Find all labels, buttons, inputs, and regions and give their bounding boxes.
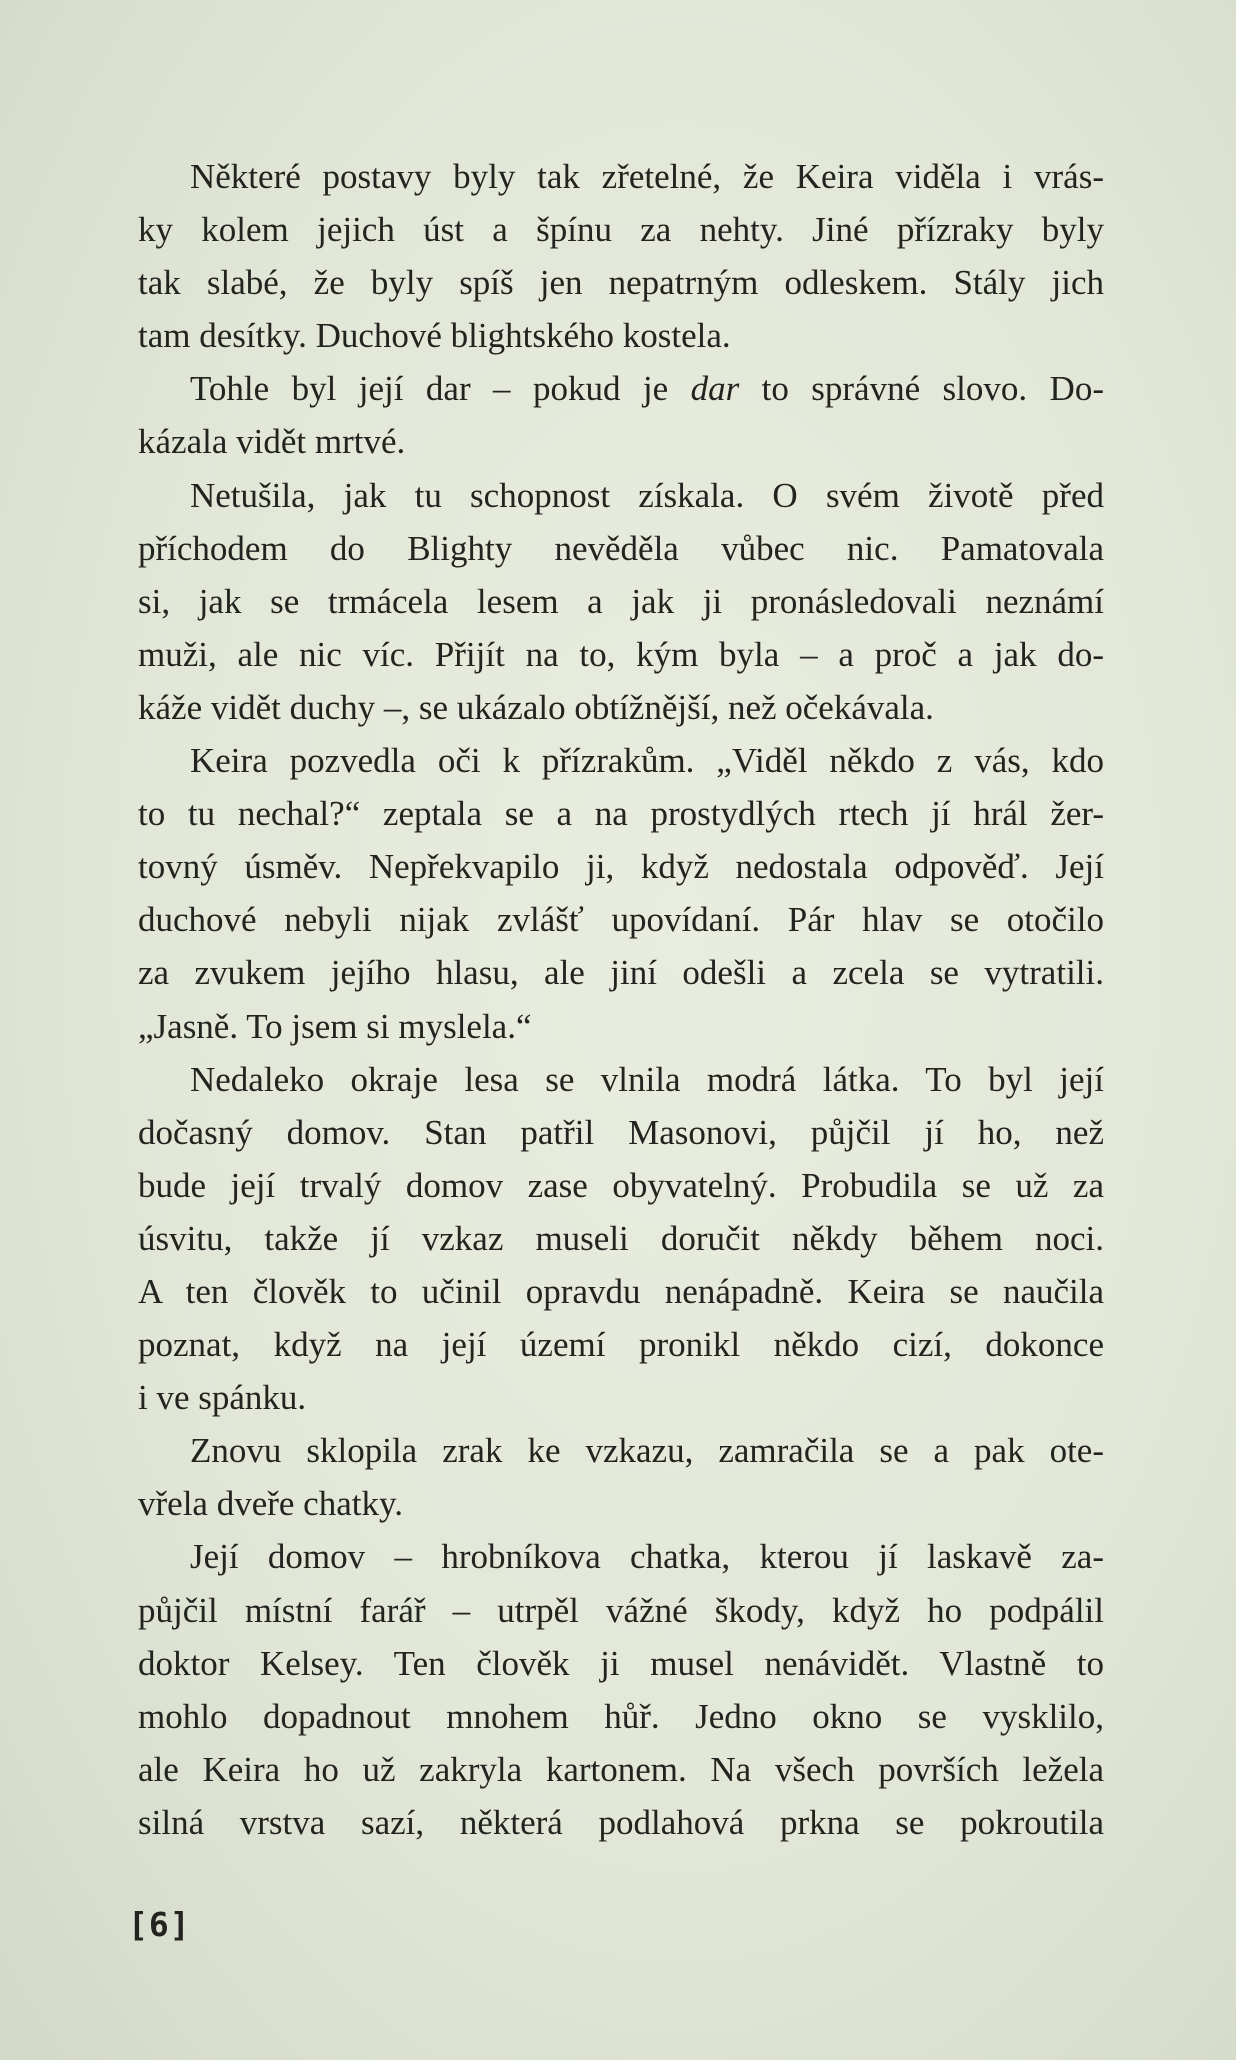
text-line: duchové nebyli nijak zvlášť upovídaní. Pár hlav se otočilo xyxy=(138,900,1104,940)
text-line: Nedaleko okraje lesa se vlnila modrá látka. To byl její xyxy=(190,1059,1104,1099)
text-run: Tohle byl její dar – pokud je xyxy=(190,369,691,409)
text-line: to tu nechal?“ zeptala se a na prostydlých rtech jí hrál žer- xyxy=(138,794,1104,834)
text-line: i ve spánku. xyxy=(138,1378,307,1418)
text-line: si, jak se trmácela lesem a jak ji pronásledovali neznámí xyxy=(138,581,1104,621)
text-line: tam desítky. Duchové blightského kostela. xyxy=(138,316,731,356)
text-line: příchodem do Blighty nevěděla vůbec nic. Pamatovala xyxy=(138,528,1104,568)
body-text xyxy=(138,150,1104,1849)
text-line: ky kolem jejich úst a špínu za nehty. Jiné přízraky byly xyxy=(138,210,1104,250)
text-line: za zvukem jejího hlasu, ale jiní odešli a zcela se vytratili. xyxy=(138,953,1104,993)
text-line: ale Keira ho už zakryla kartonem. Na všech površích ležela xyxy=(138,1749,1104,1789)
text-line: A ten člověk to učinil opravdu nenápadně. Keira se naučila xyxy=(138,1271,1104,1311)
text-line: Keira pozvedla oči k přízrakům. „Viděl někdo z vás, kdo xyxy=(190,741,1104,781)
text-line: poznat, když na její území pronikl někdo cizí, dokonce xyxy=(138,1325,1104,1365)
text-line: Netušila, jak tu schopnost získala. O svém životě před xyxy=(190,475,1104,515)
text-line: půjčil místní farář – utrpěl vážné škody, když ho podpálil xyxy=(138,1590,1104,1630)
text-line: kázala vidět mrtvé. xyxy=(138,422,406,462)
text-line: vřela dveře chatky. xyxy=(138,1484,403,1524)
text-line: „Jasně. To jsem si myslela.“ xyxy=(138,1006,532,1046)
text-line: úsvitu, takže jí vzkaz museli doručit někdy během noci. xyxy=(138,1218,1104,1258)
text-line: Její domov – hrobníkova chatka, kterou jí laskavě za- xyxy=(190,1537,1104,1577)
text-line: tovný úsměv. Nepřekvapilo ji, když nedostala odpověď. Její xyxy=(138,847,1104,887)
text-line: mohlo dopadnout mnohem hůř. Jedno okno se vysklilo, xyxy=(138,1696,1104,1736)
text-line: tak slabé, že byly spíš jen nepatrným odleskem. Stály jich xyxy=(138,263,1104,303)
text-line: muži, ale nic víc. Přijít na to, kým byla – a proč a jak do- xyxy=(138,634,1104,674)
text-line: káže vidět duchy –, se ukázalo obtížnější, než očekávala. xyxy=(138,687,934,727)
text-line: Znovu sklopila zrak ke vzkazu, zamračila se a pak ote- xyxy=(190,1431,1104,1471)
text-line: silná vrstva sazí, některá podlahová prkna se pokroutila xyxy=(138,1802,1104,1842)
text-line: doktor Kelsey. Ten člověk ji musel nenávidět. Vlastně to xyxy=(138,1643,1104,1683)
page-number: [6] xyxy=(128,1905,191,1944)
text-line: dočasný domov. Stan patřil Masonovi, půjčil jí ho, než xyxy=(138,1112,1104,1152)
text-line: bude její trvalý domov zase obyvatelný. Probudila se už za xyxy=(138,1165,1104,1205)
emphasized-word: dar xyxy=(690,369,740,409)
text-run: to správné slovo. Do- xyxy=(739,369,1104,409)
text-line xyxy=(138,362,1104,415)
text-line: Některé postavy byly tak zřetelné, že Keira viděla i vrás- xyxy=(190,157,1104,196)
